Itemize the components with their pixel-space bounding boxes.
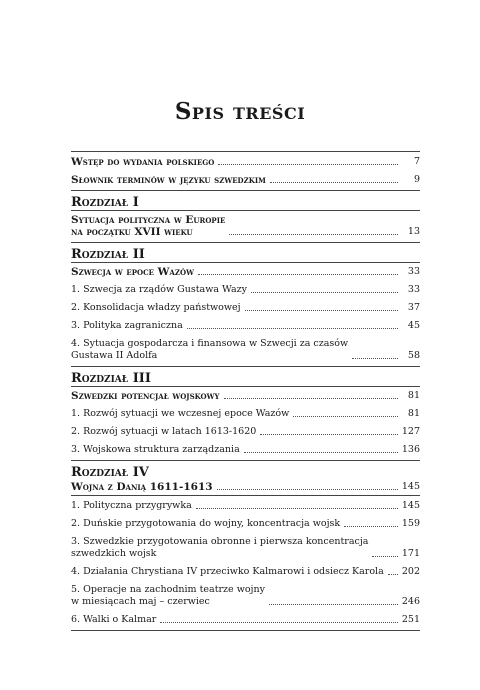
divider (71, 630, 420, 631)
divider (71, 495, 420, 496)
divider (71, 386, 420, 387)
toc-entry-label: 3. Wojskowa struktura zarządzania (71, 444, 240, 455)
toc-entry-page: 127 (401, 426, 420, 437)
toc-entry-page: 9 (413, 174, 420, 185)
dot-leader (388, 574, 398, 575)
dot-leader (260, 434, 398, 435)
toc-entry[interactable] (71, 390, 420, 402)
toc-entry[interactable] (71, 284, 420, 296)
toc-entry-page: 45 (407, 320, 420, 331)
toc-entry[interactable] (71, 536, 420, 560)
toc-entry-page: 13 (407, 226, 420, 237)
toc-entry-page: 33 (407, 284, 420, 295)
toc-entry-label-line: Sytuacja polityczna w Europie (71, 214, 226, 226)
toc-entry[interactable] (71, 500, 420, 512)
toc-entry[interactable] (71, 481, 420, 493)
dot-leader (245, 310, 398, 311)
toc-entry-label-line: 5. Operacje na zachodnim teatrze wojny (71, 584, 265, 595)
chapter-heading: Rozdział III (71, 371, 151, 386)
page-title: Spis treści (174, 98, 306, 125)
toc-entry-page: 58 (407, 350, 420, 361)
toc-entry[interactable] (71, 156, 420, 168)
dot-leader (270, 182, 398, 183)
dot-leader (224, 398, 398, 399)
toc-entry-label: Szwedzki potencjał wojskowy (71, 390, 220, 402)
toc-entry-label-line: szwedzkich wojsk (71, 548, 157, 559)
toc-entry-label-line: 4. Sytuacja gospodarcza i finansowa w Szwecji za czasów (71, 338, 349, 349)
toc-entry-label-line: na początku XVII wieku (71, 226, 193, 238)
divider (71, 210, 420, 211)
toc-entry-label-line: 3. Szwedzkie przygotowania obronne i pierwsza koncentracja (71, 536, 369, 547)
toc-entry-page: 159 (401, 518, 420, 529)
toc-intro (71, 152, 420, 190)
toc-entry-label: 1. Rozwój sytuacji we wczesnej epoce Wazów (71, 408, 290, 419)
toc-entry-page: 37 (407, 302, 420, 313)
toc-entry-label (71, 214, 225, 238)
chapter-heading: Rozdział I (71, 195, 139, 210)
dot-leader (229, 234, 398, 235)
toc-entry-label (71, 584, 265, 608)
dot-leader (293, 416, 398, 417)
toc-entry-label: Słownik terminów w języku szwedzkim (71, 174, 266, 186)
dot-leader (218, 164, 398, 165)
toc-entry-label-line: Gustawa II Adolfa (71, 350, 158, 361)
toc-entry[interactable] (71, 566, 420, 578)
toc-entry[interactable] (71, 408, 420, 420)
dot-leader (372, 556, 397, 557)
toc-entry[interactable] (71, 444, 420, 456)
dot-leader (160, 622, 398, 623)
dot-leader (187, 328, 398, 329)
toc-entry-page: 246 (401, 596, 420, 607)
dot-leader (196, 508, 398, 509)
toc-entry[interactable] (71, 174, 420, 186)
dot-leader (251, 292, 398, 293)
dot-leader (352, 358, 398, 359)
toc-entry[interactable] (71, 302, 420, 314)
toc-entry[interactable] (71, 518, 420, 530)
toc-entry-page: 171 (401, 548, 420, 559)
chapter-heading: Rozdział II (71, 247, 145, 262)
toc-entry-label: 3. Polityka zagraniczna (71, 320, 183, 331)
toc-entry-label: Wstęp do wydania polskiego (71, 156, 215, 168)
toc-entry[interactable] (71, 320, 420, 332)
toc-entry-page: 81 (407, 408, 420, 419)
toc-entry[interactable] (71, 614, 420, 626)
toc-entry-page: 145 (401, 481, 420, 492)
toc-entry-label: 1. Szwecja za rządów Gustawa Wazy (71, 284, 248, 295)
toc-entry-label-line: w miesiącach maj – czerwiec (71, 596, 210, 607)
toc-entry-label: 4. Działania Chrystiana IV przeciwko Kalmarowi i odsiecz Karola (71, 566, 384, 577)
toc-chapter-1 (71, 191, 420, 242)
toc-entry-page: 136 (401, 444, 420, 455)
toc-entry-page: 33 (407, 266, 420, 277)
toc-entry-label (71, 338, 348, 362)
toc-entry[interactable] (71, 214, 420, 238)
dot-leader (217, 489, 398, 490)
toc-entry-label: Szwecja w epoce Wazów (71, 266, 194, 278)
toc-entry-label: 1. Polityczna przygrywka (71, 500, 192, 511)
dot-leader (198, 274, 398, 275)
toc-entry[interactable] (71, 426, 420, 438)
toc-entry-label (71, 536, 368, 560)
toc-entry-page: 145 (401, 500, 420, 511)
toc-chapter-2 (71, 243, 420, 366)
toc-entry-page: 81 (407, 390, 420, 401)
dot-leader (344, 526, 398, 527)
table-of-contents (71, 151, 420, 631)
toc-entry[interactable] (71, 266, 420, 278)
toc-entry-label: 2. Duńskie przygotowania do wojny, koncentracja wojsk (71, 518, 341, 529)
toc-entry[interactable] (71, 584, 420, 608)
toc-entry-page: 7 (413, 156, 420, 167)
toc-entry-page: 202 (401, 566, 420, 577)
toc-chapter-3 (71, 367, 420, 460)
toc-entry-label: 2. Rozwój sytuacji w latach 1613-1620 (71, 426, 257, 437)
toc-entry[interactable] (71, 338, 420, 362)
toc-entry-label: 6. Walki o Kalmar (71, 614, 157, 625)
dot-leader (269, 604, 398, 605)
toc-chapter-4 (71, 461, 420, 630)
dot-leader (244, 452, 398, 453)
toc-entry-label: 2. Konsolidacja władzy państwowej (71, 302, 241, 313)
chapter-heading: Rozdział IV (71, 465, 149, 480)
toc-entry-label: Wojna z Danią 1611-1613 (71, 481, 213, 493)
divider (71, 262, 420, 263)
toc-entry-page: 251 (401, 614, 420, 625)
